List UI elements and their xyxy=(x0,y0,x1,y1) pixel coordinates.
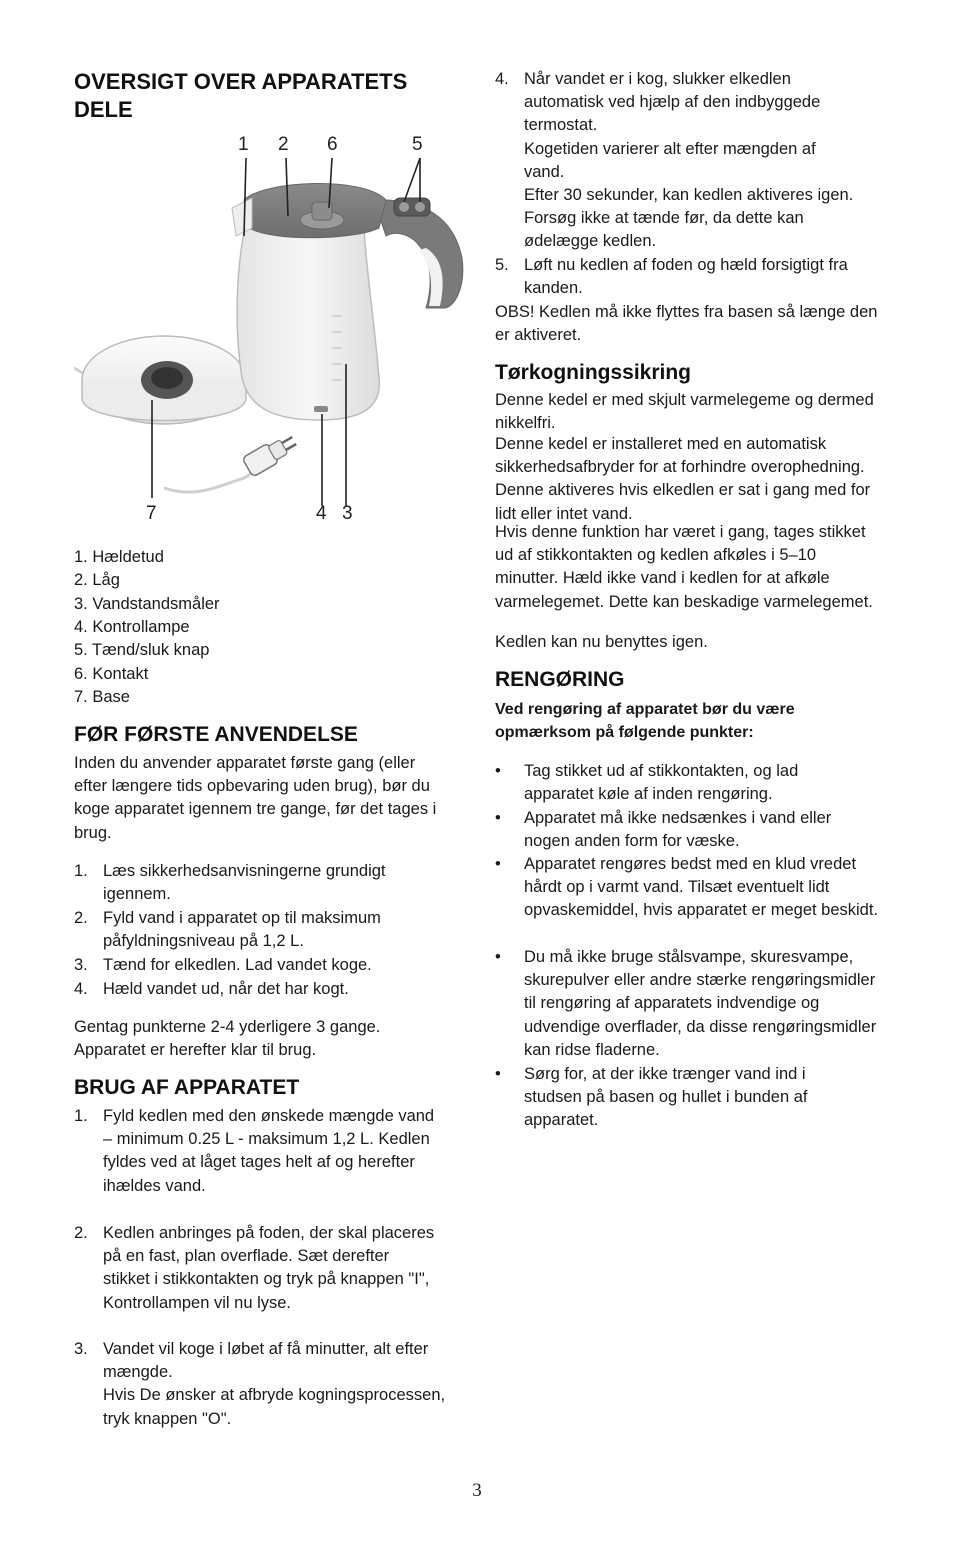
callout-5: 5 xyxy=(412,134,423,155)
cleaning-list-item: • Du må ikke bruge stålsvampe, skuresvampe, skurepulver eller andre stærke rengøringsmidler til rengøring af apparatets indvendige og udvendige overflader, da disse rengøringsmidler kan ridse fladerne. xyxy=(495,948,877,1059)
parts-list-item: 5. Tænd/sluk knap xyxy=(74,641,210,660)
callout-6: 6 xyxy=(327,134,338,155)
cleaning-list-item: • Tag stikket ud af stikkontakten, og lad apparatet køle af inden rengøring. xyxy=(495,762,799,804)
heading-dry-boil: Tørkogningssikring xyxy=(495,361,692,384)
heading-overview: OVERSIGT OVER APPARATETS DELE xyxy=(74,69,408,122)
dry-boil-p1: Denne kedel er med skjult varmelegeme og dermed nikkelfri. xyxy=(495,391,874,433)
first-use-step: 3. Tænd for elkedlen. Lad vandet koge. xyxy=(74,956,372,974)
parts-list-item: 3. Vandstandsmåler xyxy=(74,594,220,613)
parts-list-item: 2. Låg xyxy=(74,571,120,590)
use-step: 3. Vandet vil koge i løbet af få minutter, alt efter mængde. Hvis De ønsker at afbryde kogningsprocessen, tryk knappen "O". xyxy=(74,1340,446,1428)
heading-first-use: FØR FØRSTE ANVENDELSE xyxy=(74,723,358,746)
callout-1: 1 xyxy=(238,134,249,155)
parts-list-item: 7. Base xyxy=(74,687,130,706)
parts-list-item: 6. Kontakt xyxy=(74,664,149,683)
callout-2: 2 xyxy=(278,134,289,155)
kettle-body xyxy=(237,223,379,420)
cleaning-list-item: • Sørg for, at der ikke trænger vand ind i studsen på basen og hullet i bunden af apparatet. xyxy=(495,1065,808,1130)
parts-list-item: 1. Hældetud xyxy=(74,548,164,566)
power-plug-icon xyxy=(242,431,300,477)
first-use-step: 1. Læs sikkerhedsanvisningerne grundigt igennem. xyxy=(74,862,386,904)
dry-boil-p3: Hvis denne funktion har været i gang, tages stikket ud af stikkontakten og kedlen afkøles i 5–10 minutter. Hæld ikke vand i kedlen for at afkøle varmelegemet. Dette kan beskadige varmelegemet. xyxy=(495,523,873,611)
first-use-step: 2. Fyld vand i apparatet op til maksimum påfyldningsniveau på 1,2 L. xyxy=(74,909,381,951)
callout-3: 3 xyxy=(342,503,353,524)
kettle-illustration xyxy=(74,128,464,538)
first-use-outro: Gentag punkterne 2-4 yderligere 3 gange. Apparatet er herefter klar til brug. xyxy=(74,1018,381,1060)
use-step: 2. Kedlen anbringes på foden, der skal placeres på en fast, plan overflade. Sæt derefter stikket i stikkontakten og tryk på knappen "I", Kontrollampen vil nu lyse. xyxy=(74,1224,435,1312)
dry-boil-p2: Denne kedel er installeret med en automatisk sikkerhedsafbryder for at forhindre overophedning. Denne aktiveres hvis elkedlen er sat i gang med for lidt eller intet vand. xyxy=(495,435,871,523)
use-step: 4. Når vandet er i kog, slukker elkedlen automatisk ved hjælp af den indbyggede termostat. Kogetiden varierer alt efter mængden af vand. Efter 30 sekunder, kan kedlen aktiveres igen. Forsøg ikke at tænde før, da dette kan ødelægge kedlen. xyxy=(495,70,854,251)
parts-list-item: 4. Kontrollampe xyxy=(74,617,190,636)
callout-7: 7 xyxy=(146,503,157,524)
use-step: 5. Løft nu kedlen af foden og hæld forsigtigt fra kanden. xyxy=(495,256,848,298)
callout-4: 4 xyxy=(316,503,327,524)
page-number: 3 xyxy=(472,1480,482,1501)
first-use-step: 4. Hæld vandet ud, når det har kogt. xyxy=(74,979,349,998)
cleaning-list-item: • Apparatet rengøres bedst med en klud vredet hårdt op i varmt vand. Tilsæt eventuelt lidt opvaskemiddel, hvis apparatet er meget beskidt. xyxy=(495,855,879,920)
kettle-diagram xyxy=(74,128,464,538)
cleaning-intro: Ved rengøring af apparatet bør du være opmærksom på følgende punkter: xyxy=(495,701,795,742)
heading-use: BRUG AF APPARATET xyxy=(74,1076,300,1099)
heading-cleaning: RENGØRING xyxy=(495,668,625,691)
obs-note: OBS! Kedlen må ikke flyttes fra basen så længe den er aktiveret. xyxy=(495,303,878,345)
first-use-intro: Inden du anvender apparatet første gang (eller efter længere tids opbevaring uden brug), bør du koge apparatet igennem tre gange, før det tages i brug. xyxy=(74,754,437,842)
use-step: 1. Fyld kedlen med den ønskede mængde vand – minimum 0.25 L - maksimum 1,2 L. Kedlen fyldes ved at låget tages helt af og herefter ihældes vand. xyxy=(74,1107,435,1195)
dry-boil-p4: Kedlen kan nu benyttes igen. xyxy=(495,633,708,651)
cleaning-list-item: • Apparatet må ikke nedsænkes i vand eller nogen anden form for væske. xyxy=(495,808,832,850)
